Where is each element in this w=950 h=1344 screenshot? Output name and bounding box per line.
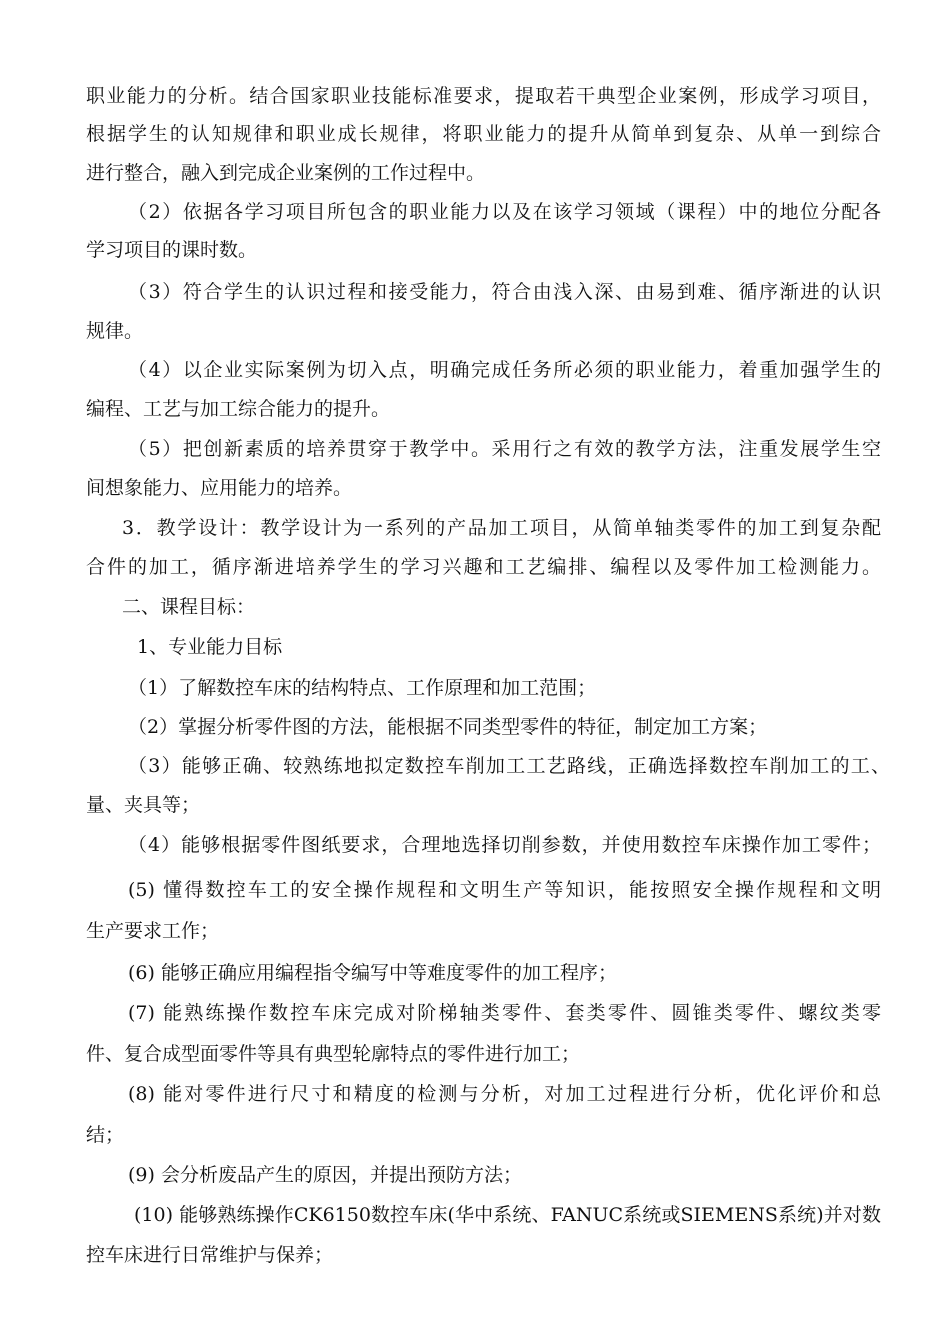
list-item: (7) 能熟练操作数控车床完成对阶梯轴类零件、套类零件、圆锥类零件、螺纹类零 (128, 1002, 881, 1024)
list-item-continuation: 结； (86, 1124, 125, 1146)
list-item: （3）能够正确、较熟练地拟定数控车削加工工艺路线，正确选择数控车削加工的工、 (128, 755, 890, 777)
paragraph-line: （3）符合学生的认识过程和接受能力，符合由浅入深、由易到难、循序渐进的认识 (128, 281, 881, 303)
list-item: （2）掌握分析零件图的方法，能根据不同类型零件的特征，制定加工方案； (128, 716, 768, 738)
list-item: (5) 懂得数控车工的安全操作规程和文明生产等知识，能按照安全操作规程和文明 (128, 879, 881, 901)
list-item: （1）了解数控车床的结构特点、工作原理和加工范围； (128, 677, 597, 699)
paragraph-line: 合件的加工，循序渐进培养学生的学习兴趣和工艺编排、编程以及零件加工检测能力。 (86, 556, 881, 578)
subsection-heading: 1、专业能力目标 (137, 636, 283, 658)
paragraph-line: 职业能力的分析。结合国家职业技能标准要求，提取若干典型企业案例，形成学习项目， (86, 85, 881, 107)
paragraph-line: 规律。 (86, 320, 144, 342)
paragraph-line: （2）依据各学习项目所包含的职业能力以及在该学习领域（课程）中的地位分配各 (128, 201, 881, 223)
section-heading: 二、课程目标： (122, 596, 256, 618)
list-item: （4）能够根据零件图纸要求，合理地选择切削参数，并使用数控车床操作加工零件； (128, 834, 881, 856)
list-item-continuation: 控车床进行日常维护与保养； (86, 1244, 334, 1266)
list-item-continuation: 件、复合成型面零件等具有典型轮廓特点的零件进行加工； (86, 1043, 581, 1065)
paragraph-line: （5）把创新素质的培养贯穿于教学中。采用行之有效的教学方法，注重发展学生空 (128, 438, 881, 460)
paragraph-line: 根据学生的认知规律和职业成长规律，将职业能力的提升从简单到复杂、从单一到综合 (86, 123, 881, 145)
paragraph-line: 编程、工艺与加工综合能力的提升。 (86, 398, 391, 420)
list-item-continuation: 生产要求工作； (86, 920, 220, 942)
paragraph-line: 间想象能力、应用能力的培养。 (86, 477, 353, 499)
list-item: (8) 能对零件进行尺寸和精度的检测与分析，对加工过程进行分析，优化评价和总 (128, 1083, 881, 1105)
paragraph-line: 3．教学设计：教学设计为一系列的产品加工项目，从简单轴类零件的加工到复杂配 (122, 517, 881, 539)
paragraph-line: 进行整合，融入到完成企业案例的工作过程中。 (86, 162, 486, 184)
paragraph-line: 学习项目的课时数。 (86, 239, 258, 261)
list-item: (10) 能够熟练操作CK6150数控车床(华中系统、FANUC系统或SIEMENS系统)并对数 (134, 1204, 881, 1226)
list-item: (9) 会分析废品产生的原因，并提出预防方法； (128, 1164, 522, 1186)
paragraph-line: （4）以企业实际案例为切入点，明确完成任务所必须的职业能力，着重加强学生的 (128, 359, 881, 381)
list-item-continuation: 量、夹具等； (86, 794, 201, 816)
list-item: (6) 能够正确应用编程指令编写中等难度零件的加工程序； (128, 962, 617, 984)
